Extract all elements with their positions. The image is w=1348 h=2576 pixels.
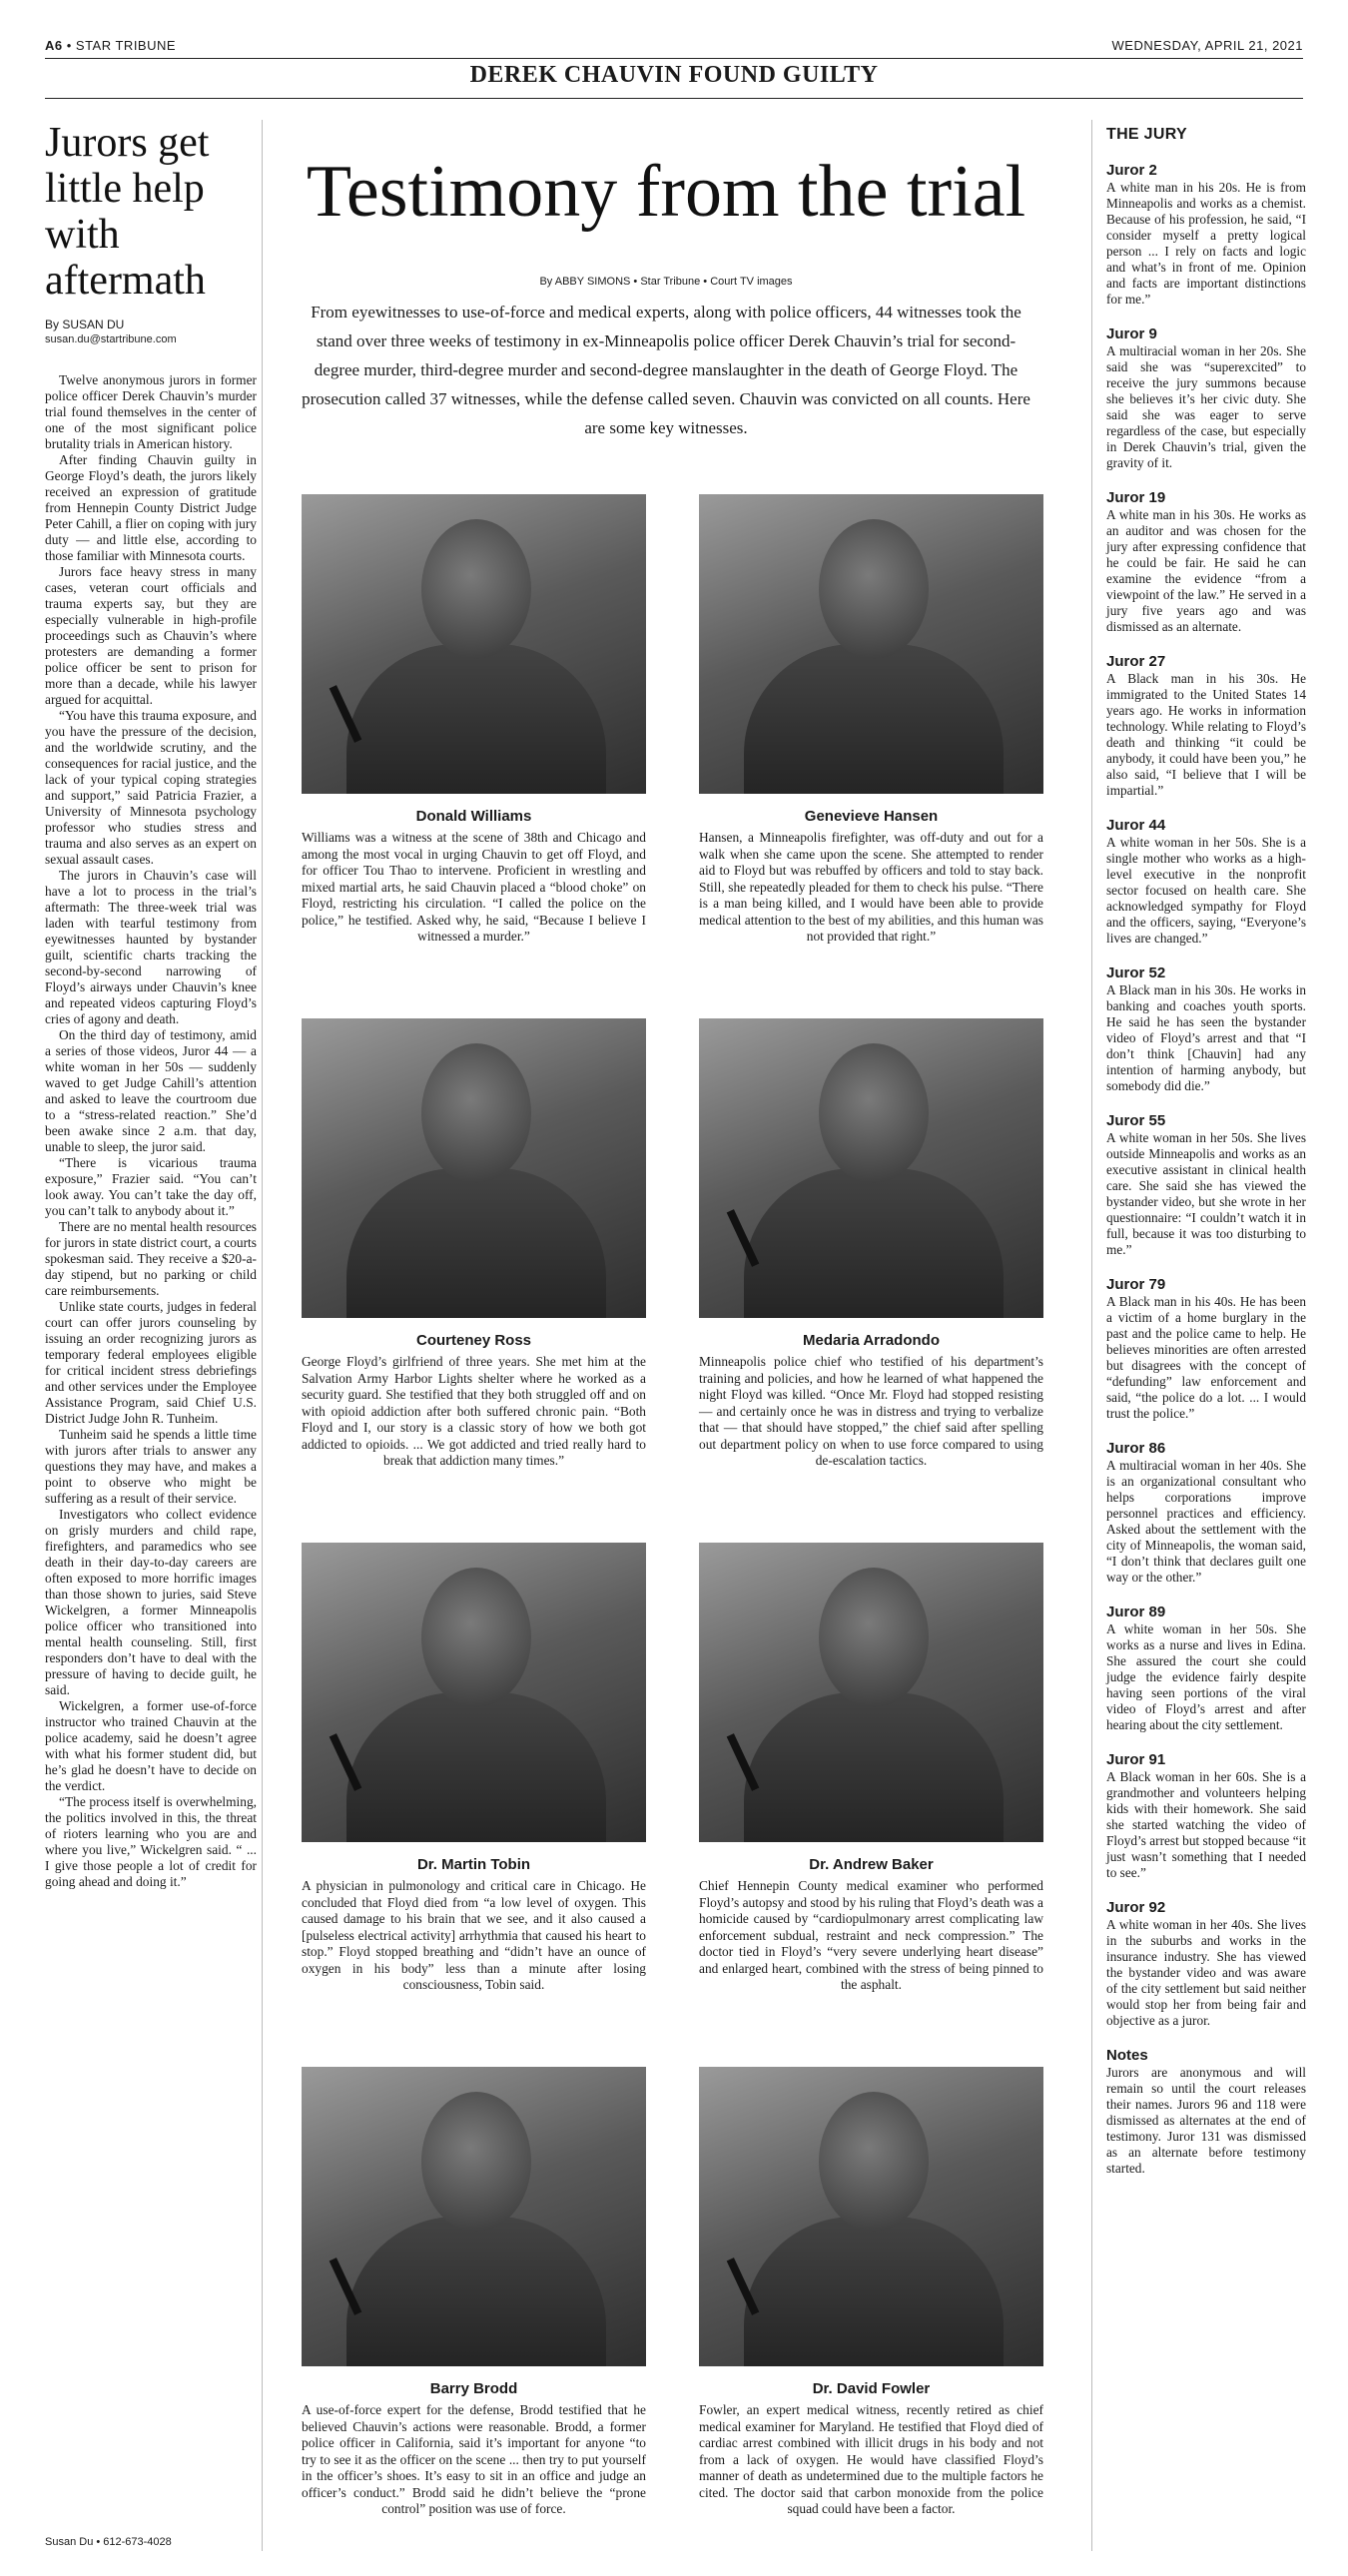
witness-card bbox=[699, 2067, 1043, 2518]
witness-name: Barry Brodd bbox=[429, 2380, 518, 2397]
witness-name: Dr. David Fowler bbox=[812, 2380, 931, 2397]
story-paragraph: “The process itself is overwhelming, the politics involved in this, the threat of rioters learning who you are and where you live,” Wickelgren said. “ ... I give those people a lot of credit for going ahead and doing it.” bbox=[45, 1794, 257, 1889]
juror-text: A white woman in her 50s. She works as a nurse and lives in Edina. She assured the court she could judge the evidence fairly despite having seen portions of the viral video of Floyd’s arrest and after hearing about the city settlement. bbox=[1106, 1621, 1306, 1732]
story-paragraph: There are no mental health resources for jurors in state district court, a courts spokesman said. They receive a $20-a-day stipend, but no parking or child care reimbursements. bbox=[45, 1219, 257, 1298]
juror-text: A white woman in her 50s. She is a single mother who works as a high-level executive in the nonprofit sector focused on health care. She acknowledged sympathy for Floyd and the officers, saying, “Everyone’s lives are changed.” bbox=[1106, 835, 1306, 946]
witness-name: Dr. Martin Tobin bbox=[416, 1856, 531, 1873]
main-credit: By ABBY SIMONS • Star Tribune • Court TV images bbox=[539, 276, 793, 288]
jury-notes bbox=[1106, 2047, 1306, 2177]
juror-text: A white woman in her 40s. She lives in the suburbs and works in the insurance industry. She has viewed the bystander video and was aware of the city settlement but said neither would stop her from being fair and objective as a juror. bbox=[1106, 1917, 1306, 2028]
juror-name: Juror 86 bbox=[1106, 1440, 1166, 1457]
story-paragraph: On the third day of testimony, amid a series of those videos, Juror 44 — a white woman in her 50s — suddenly waved to get Judge Cahill’s attention and asked to leave the courtroom due to a “stress-related reaction.” She’d been awake since 2 a.m. that day, unable to sleep, the juror said. bbox=[45, 1027, 257, 1154]
juror-name: Juror 2 bbox=[1106, 162, 1157, 179]
story-paragraph: “There is vicarious trauma exposure,” Frazier said. “You can’t look away. You can’t take the day off, you can’t talk to anybody about it.” bbox=[45, 1155, 257, 1218]
story-paragraph: Wickelgren, a former use-of-force instructor who trained Chauvin at the police academy, said he doesn’t agree with what his former student did, but he’s glad he doesn’t have to decide on the verdict. bbox=[45, 1698, 257, 1793]
jury-sidebar bbox=[1106, 120, 1306, 2177]
witness-bio: Minneapolis police chief who testified of his department’s training and policies, and how he learned of what happened the night Floyd was killed. “Once Mr. Floyd had stopped resisting — and certainly once he was in distress and trying to verbalize that — that should have stopped,” the chief said after spelling out department policy on when to use force compared to using de-escalation tactics. bbox=[699, 1354, 1043, 1468]
juror-entry bbox=[1106, 489, 1306, 635]
witness-bio: A physician in pulmonology and critical care in Chicago. He concluded that Floyd died from “a low level of oxygen. This caused damage to his brain that we see, and it also caused a [pulseless electrical activity] arrhythmia that caused his heart to stop.” Floyd stopped breathing and “didn’t have an ounce of oxygen in his body” less than a minute after losing consciousness, Tobin said. bbox=[302, 1878, 646, 1992]
juror-entry bbox=[1106, 1604, 1306, 1733]
witness-card bbox=[302, 1543, 646, 1994]
witness-photo bbox=[302, 1543, 646, 1842]
witness-photo bbox=[699, 2067, 1043, 2366]
juror-name: Juror 89 bbox=[1106, 1604, 1166, 1620]
witness-photo bbox=[699, 494, 1043, 794]
witness-photo bbox=[302, 494, 646, 794]
juror-entry bbox=[1106, 1112, 1306, 1258]
witness-bio: A use-of-force expert for the defense, Brodd testified that he believed Chauvin’s actions were reasonable. Brodd, a former police officer in California, said it’s important for anyone “to try to see it as the officer on the scene ... then try to put yourself in the officer’s shoes. It’s easy to sit in an office and judge an officer’s conduct.” Brodd said he didn’t believe the “prone control” position was use of force. bbox=[302, 2402, 646, 2516]
witness-bio: Hansen, a Minneapolis firefighter, was off-duty and out for a walk when she came upon the scene. She attempted to render aid to Floyd but was rebuffed by officers and told to stay back. Still, she repeatedly pleaded for them to check his pulse. “There is a man being killed, and I would have been able to provide medical attention to the best of my abilities, and this human was not provided that right.” bbox=[699, 830, 1043, 944]
witness-bio: Fowler, an expert medical witness, recently retired as chief medical examiner for Maryland. He testified that Floyd died of cardiac arrest combined with illicit drugs in his body and not from a lack of oxygen. He would have classified Floyd’s manner of death as undetermined due to the multiple factors he cited. The doctor said that carbon monoxide from the police squad could have been a factor. bbox=[699, 2402, 1043, 2516]
sidebar-headline: Jurors get little help with aftermath bbox=[45, 120, 210, 304]
witness-card bbox=[302, 1018, 646, 1470]
juror-entry bbox=[1106, 325, 1306, 471]
sidebar-story bbox=[45, 120, 257, 1890]
main-intro: From eyewitnesses to use-of-force and medical experts, along with police officers, 44 witnesses took the stand over three weeks of testimony in ex-Minneapolis police officer Derek Chauvin’s trial for second-degree murder, third-degree murder and second-degree manslaughter in the death of George Floyd. The prosecution called 37 witnesses, while the defense called seven. Chauvin was convicted on all counts. Here are some key witnesses. bbox=[302, 303, 1030, 437]
story-paragraph: After finding Chauvin guilty in George Floyd’s death, the jurors likely received an expression of gratitude from Hennepin County District Judge Peter Cahill, a flier on coping with jury duty — and little else, according to those familiar with Minnesota courts. bbox=[45, 452, 257, 563]
sidebar-email: susan.du@startribune.com bbox=[45, 333, 177, 345]
section-rule bbox=[45, 98, 1303, 99]
story-paragraph: Tunheim said he spends a little time with jurors after trials to answer any questions they may have, and makes a point to observe who might be suffering as a result of their service. bbox=[45, 1427, 257, 1506]
juror-name: Juror 19 bbox=[1106, 489, 1166, 506]
witness-name: Courteney Ross bbox=[415, 1332, 532, 1349]
main-story bbox=[272, 120, 1060, 442]
jury-title: THE JURY bbox=[1106, 126, 1187, 143]
story-paragraph: Twelve anonymous jurors in former police officer Derek Chauvin’s murder trial found themselves in the center of one of the most significant police brutality trials in American history. bbox=[45, 372, 257, 451]
juror-name: Juror 91 bbox=[1106, 1751, 1166, 1768]
column-divider-right bbox=[1091, 120, 1092, 2551]
main-headline: Testimony from the trial bbox=[306, 151, 1026, 233]
juror-name: Juror 79 bbox=[1106, 1276, 1166, 1293]
juror-name: Juror 55 bbox=[1106, 1112, 1166, 1129]
sidebar-byline: By SUSAN DU bbox=[45, 318, 125, 331]
witness-card bbox=[302, 2067, 646, 2518]
juror-text: A Black man in his 40s. He has been a victim of a home burglary in the past and the police came to help. He believes minorities are often arrested but disagrees with the concept of “defunding” law enforcement and said, “the police do a lot. ... I would trust the police.” bbox=[1106, 1294, 1306, 1421]
juror-entry bbox=[1106, 162, 1306, 308]
juror-text: A Black man in his 30s. He immigrated to the United States 14 years ago. He works in information technology. While relating to Floyd’s death and thinking “it could be anybody, it could have been you,” he also said, “I believe that I will be impartial.” bbox=[1106, 671, 1306, 798]
story-paragraph: The jurors in Chauvin’s case will have a lot to process in the trial’s aftermath: The three-week trial was laden with tearful testimony from eyewitnesses haunted by bystander guilt, scientific charts tracking the second-by-second narrowing of Floyd’s airways under Chauvin’s knee and repeated videos capturing Floyd’s cries of agony and death. bbox=[45, 868, 257, 1026]
witness-card bbox=[699, 1018, 1043, 1470]
juror-name: Juror 27 bbox=[1106, 653, 1166, 670]
sidebar-body bbox=[45, 372, 257, 1890]
witness-name: Donald Williams bbox=[415, 808, 532, 825]
issue-date: WEDNESDAY, APRIL 21, 2021 bbox=[1111, 38, 1303, 53]
juror-text: A Black man in his 30s. He works in banking and coaches youth sports. He said he has seen the bystander video of Floyd’s arrest and that “I don’t think [Chauvin] had any intention of harming anybody, but somebody did die.” bbox=[1106, 982, 1306, 1093]
witness-photo bbox=[302, 1018, 646, 1318]
witness-card bbox=[302, 494, 646, 946]
juror-text: A multiracial woman in her 20s. She said she was “superexcited” to receive the jury summons because she believes it’s her civic duty. She said she was eager to serve regardless of the case, but especially in Derek Chauvin’s trial, given the gravity of it. bbox=[1106, 343, 1306, 470]
witness-card bbox=[699, 494, 1043, 946]
juror-name: Juror 52 bbox=[1106, 965, 1166, 981]
juror-text: A multiracial woman in her 40s. She is an organizational consultant who helps corporations improve personnel practices and efficiency. Asked about the settlement with the city of Minneapolis, the woman said, “I don’t think that declares guilt one way or the other.” bbox=[1106, 1458, 1306, 1585]
juror-name: Juror 9 bbox=[1106, 325, 1157, 342]
story-paragraph: “You have this trauma exposure, and you have the pressure of the decision, and the worldwide scrutiny, and the consequences for racial justice, and the lack of your typical coping strategies and support,” said Patricia Frazier, a University of Minnesota psychology professor who studies stress and trauma and also serves as an expert on sexual assault cases. bbox=[45, 708, 257, 867]
witness-name: Dr. Andrew Baker bbox=[809, 1856, 934, 1873]
juror-entry bbox=[1106, 1440, 1306, 1586]
story-paragraph: Unlike state courts, judges in federal court can offer jurors counseling by issuing an order recognizing jurors as temporary federal employees eligible for critical incident stress debriefings and other services under the Employee Assistance Program, said Chief U.S. District Judge John R. Tunheim. bbox=[45, 1299, 257, 1426]
juror-entry bbox=[1106, 653, 1306, 799]
juror-text: A white woman in her 50s. She lives outside Minneapolis and works as an executive assistant in clinical health care. She said she has viewed the bystander video, but she wrote in her questionnaire: “I couldn’t watch it in full, because it was too disturbing to me.” bbox=[1106, 1130, 1306, 1257]
juror-entry bbox=[1106, 1899, 1306, 2029]
juror-entry bbox=[1106, 817, 1306, 947]
witness-name: Genevieve Hansen bbox=[804, 808, 939, 825]
witness-bio: George Floyd’s girlfriend of three years. She met him at the Salvation Army Harbor Lights shelter where he worked as a security guard. She testified that they both struggled off and on with opioid addiction after both suffered chronic pain. “Both Floyd and I, our story is a classic story of how we both got addicted to opioids. ... We got addicted and tried really hard to break that addiction many times.” bbox=[302, 1354, 646, 1468]
witness-bio: Williams was a witness at the scene of 38th and Chicago and among the most vocal in urging Chauvin to get off Floyd, and for officer Tou Thao to intervene. Proficient in wrestling and mixed martial arts, he said Chauvin placed a “blood choke” on Floyd, restricting his circulation. “I called the police on the police,” he testified. Asked why, he said, “Because I believe I witnessed a murder.” bbox=[302, 830, 646, 944]
juror-text: A white man in his 20s. He is from Minneapolis and works as a chemist. Because of his profession, he said, “I consider myself a pretty logical person ... I rely on facts and logic and what’s in front of me. Opinion and facts are important distinctions for me.” bbox=[1106, 180, 1306, 307]
section-title: DEREK CHAUVIN FOUND GUILTY bbox=[469, 62, 879, 88]
witness-bio: Chief Hennepin County medical examiner who performed Floyd’s autopsy and stood by his ruling that Floyd’s death was a homicide caused by “cardiopulmonary arrest complicating law enforcement subdual, restraint and neck compression.” The doctor tied in Floyd’s “very severe underlying heart disease” and enlarged heart, combined with the stress of being pinned to the asphalt. bbox=[699, 1878, 1043, 1992]
juror-entry bbox=[1106, 965, 1306, 1094]
juror-name: Juror 44 bbox=[1106, 817, 1166, 834]
masthead bbox=[45, 34, 1303, 58]
juror-name: Juror 92 bbox=[1106, 1899, 1166, 1916]
column-divider-left bbox=[262, 120, 263, 2551]
top-rule bbox=[45, 58, 1303, 59]
juror-text: A Black woman in her 60s. She is a grandmother and volunteers helping kids with their homework. She said she started watching the video of Floyd’s arrest but stopped because “it just wasn’t something that I needed to see.” bbox=[1106, 1769, 1306, 1880]
story-paragraph: Jurors face heavy stress in many cases, veteran court officials and trauma experts say, but they are especially vulnerable in high-profile proceedings such as Chauvin’s where protesters are demanding a former police officer be sent to prison for more than a decade, while his lawyer argued for acquittal. bbox=[45, 564, 257, 707]
juror-entry bbox=[1106, 1276, 1306, 1422]
witness-photo bbox=[699, 1018, 1043, 1318]
notes-text: Jurors are anonymous and will remain so until the court releases their names. Jurors 96 and 118 were dismissed as alternates at the end of testimony. Juror 131 was dismissed as an alternate before testimony started. bbox=[1106, 2065, 1306, 2176]
witness-photo bbox=[699, 1543, 1043, 1842]
sidebar-footer: Susan Du • 612-673-4028 bbox=[45, 2536, 172, 2548]
juror-text: A white man in his 30s. He works as an auditor and was chosen for the jury after expressing confidence that he could be fair. He said he can examine the evidence “from a viewpoint of the law.” He served in a jury five years ago and was dismissed as an alternate. bbox=[1106, 507, 1306, 634]
notes-title: Notes bbox=[1106, 2047, 1148, 2064]
witness-name: Medaria Arradondo bbox=[803, 1332, 940, 1349]
story-paragraph: Investigators who collect evidence on grisly murders and child rape, firefighters, and paramedics who see death in their day-to-day careers are often exposed to more horrific images than those shown to juries, said Steve Wickelgren, a former Minneapolis police officer who transitioned into mental health counseling. Still, first responders don’t have to deal with the pressure of having to decide guilt, he said. bbox=[45, 1507, 257, 1697]
juror-entry bbox=[1106, 1751, 1306, 1881]
witness-photo bbox=[302, 2067, 646, 2366]
witness-card bbox=[699, 1543, 1043, 1994]
page-label: A6 • STAR TRIBUNE bbox=[45, 38, 177, 53]
